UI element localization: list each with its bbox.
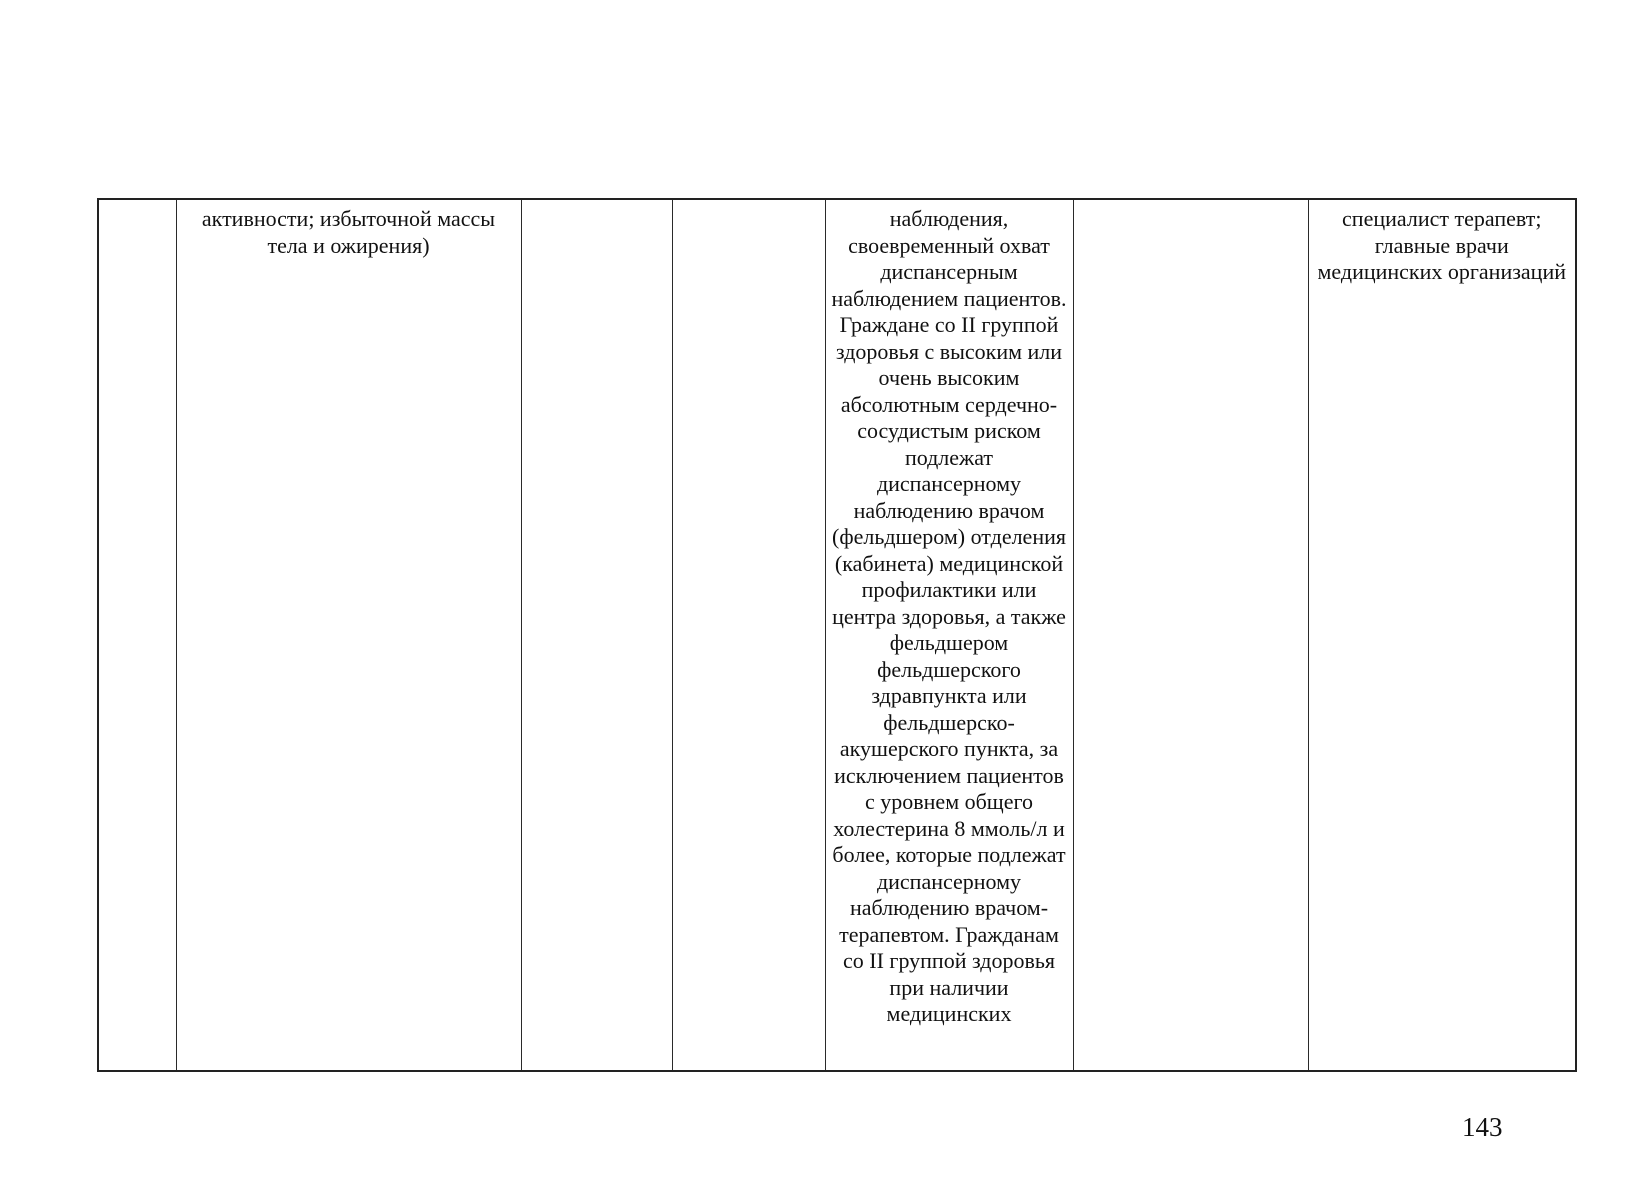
cell-risk-factors: активности; избыточной массы тела и ожирения) bbox=[176, 199, 521, 1071]
cell-empty-1 bbox=[521, 199, 672, 1071]
document-table bbox=[97, 198, 1577, 1072]
table-row bbox=[98, 199, 1576, 1071]
page-number: 143 bbox=[1462, 1112, 1503, 1142]
cell-number bbox=[98, 199, 176, 1071]
cell-responsible: специалист терапевт; главные врачи медицинских организаций bbox=[1308, 199, 1576, 1071]
cell-empty-2 bbox=[672, 199, 825, 1071]
cell-observation-text: наблюдения, своевременный охват диспансерным наблюдением пациентов. Граждане со II группой здоровья с высоким или очень высоким абсолютным сердечно-сосудистым риском подлежат диспансерному наблюдению врачом (фельдшером) отделения (кабинета) медицинской профилактики или центра здоровья, а также фельдшером фельдшерского здравпункта или фельдшерско-акушерского пункта, за исключением пациентов с уровнем общего холестерина 8 ммоль/л и более, которые подлежат диспансерному наблюдению врачом-терапевтом. Гражданам со II группой здоровья при наличии медицинских bbox=[825, 199, 1073, 1071]
cell-empty-3 bbox=[1073, 199, 1308, 1071]
